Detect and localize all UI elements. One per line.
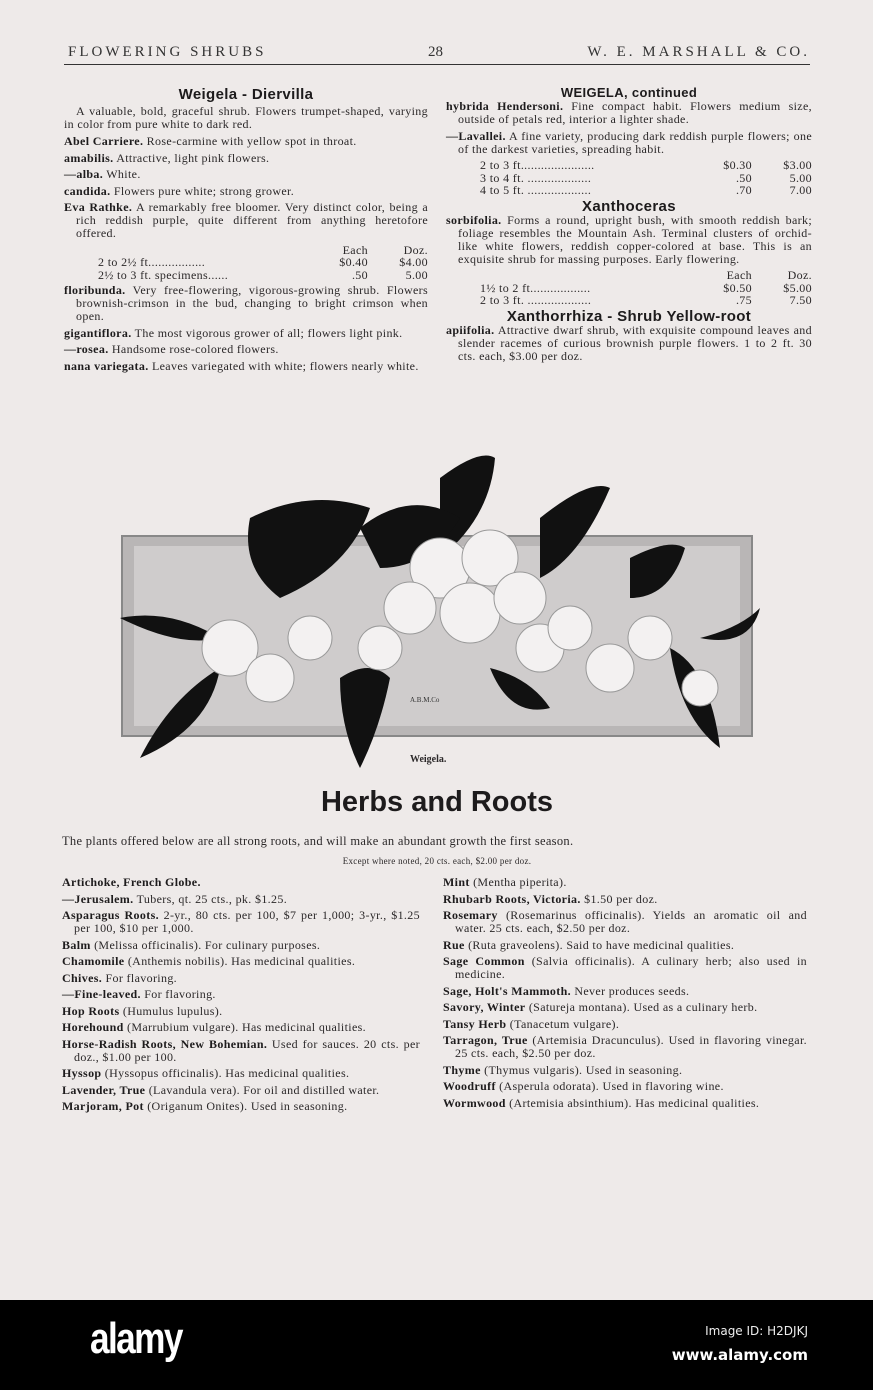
catalog-entry <box>446 324 812 363</box>
catalog-entry <box>446 130 812 156</box>
catalog-entry <box>64 360 428 373</box>
price-each: $0.30 <box>723 158 752 172</box>
price-table <box>446 269 812 307</box>
entry-description: (Ruta graveolens). Said to have medicinal qualities. <box>464 937 735 952</box>
catalog-entry <box>443 909 807 935</box>
price-dozen: 5.00 <box>405 267 428 282</box>
size: 1½ to 2 ft.................. <box>480 280 591 295</box>
entry-description: (Tanacetum vulgare). <box>506 1016 620 1031</box>
entry-name: candida. <box>64 183 111 198</box>
entry-name: —Jerusalem. <box>62 891 134 906</box>
entry-description: (Asperula odorata). Used in flavoring wine. <box>495 1079 724 1093</box>
xanthorrhiza-heading: Xanthorrhiza - Shrub Yellow-root <box>506 307 752 325</box>
entry-description: (Melissa officinalis). For culinary purposes. <box>90 937 321 952</box>
entry-name: gigantiflora. <box>64 325 132 340</box>
price-dozen: $3.00 <box>783 158 812 172</box>
price-row <box>64 256 428 269</box>
catalog-entry <box>64 152 428 165</box>
entry-name: amabilis. <box>64 150 114 165</box>
running-header <box>64 42 810 65</box>
catalog-entry <box>62 876 420 889</box>
entry-description: Flowers pure white; strong grower. <box>110 183 295 198</box>
catalog-entry <box>62 988 420 1001</box>
catalog-entry <box>443 893 807 906</box>
entry-name: Balm <box>62 937 91 952</box>
entry-description: The most vigorous grower of all; flowers light pink. <box>131 325 403 340</box>
entry-description: 2-yr., 80 cts. per 100, $7 per 1,000; 3-yr., $1.25 per 100, $10 per 1,000. <box>74 908 420 935</box>
entry-description: (Humulus lupulus). <box>119 1003 223 1018</box>
price-each: $0.40 <box>339 255 368 269</box>
each-header: Each <box>726 268 752 282</box>
site-url[interactable]: www.alamy.com <box>671 1346 808 1364</box>
entry-name: hybrida Hendersoni. <box>446 99 564 113</box>
catalog-entry <box>443 985 807 998</box>
entry-name: apiifolia. <box>446 322 495 337</box>
herbs-left-column <box>62 876 420 1117</box>
left-column <box>64 88 428 376</box>
price-each: .75 <box>735 293 752 307</box>
entry-name: Tarragon, True <box>443 1033 528 1047</box>
entry-description: White. <box>103 167 141 181</box>
price-each: $0.50 <box>723 280 752 295</box>
entry-name: Hyssop <box>62 1066 102 1080</box>
entry-name: sorbifolia. <box>446 212 502 227</box>
catalog-entry <box>62 909 420 935</box>
catalog-entry <box>443 1034 807 1060</box>
spacer <box>446 269 694 282</box>
catalog-entry <box>64 327 428 340</box>
entry-name: Mint <box>443 875 470 889</box>
price-row <box>64 269 428 282</box>
price-each: .50 <box>735 170 752 185</box>
image-id: Image ID: H2DJKJ <box>705 1324 808 1338</box>
catalog-entry <box>62 1100 420 1113</box>
entry-name: Rhubarb Roots, Victoria. <box>443 891 581 906</box>
catalog-entry <box>443 1097 807 1110</box>
xanthoceras-heading: Xanthoceras <box>582 197 676 215</box>
catalog-entry <box>62 1067 420 1080</box>
entry-name: Sage Common <box>443 954 525 968</box>
catalog-entry <box>446 100 812 126</box>
entry-description: Tubers, qt. 25 cts., pk. $1.25. <box>133 891 288 906</box>
entry-name: —alba. <box>64 167 104 181</box>
entry-description: (Marrubium vulgare). Has medicinal qualities. <box>123 1020 366 1034</box>
catalog-entry <box>443 955 807 981</box>
entry-name: Woodruff <box>443 1079 496 1093</box>
entry-description: Very free-flowering, vigorous-growing shrub. Flowers brownish-crimson in the bud, changing to bright crimson when open. <box>76 283 428 323</box>
herbs-right-column <box>443 876 807 1113</box>
entry-name: Chamomile <box>62 954 125 968</box>
entry-name: Savory, Winter <box>443 1000 526 1014</box>
entry-name: Rosemary <box>443 908 498 922</box>
catalog-entry <box>62 939 420 952</box>
illustration-caption: Weigela. <box>410 754 447 765</box>
stock-footer <box>0 1300 873 1390</box>
size: 2 to 3 ft...................... <box>480 158 595 172</box>
price-dozen: 5.00 <box>789 170 812 185</box>
entry-description: Never produces seeds. <box>571 983 690 998</box>
price-dozen: $5.00 <box>783 280 812 295</box>
catalog-entry <box>443 1001 807 1014</box>
entry-name: Rue <box>443 937 465 952</box>
entry-description: (Lavandula vera). For oil and distilled water. <box>145 1082 380 1097</box>
entry-name: floribunda. <box>64 283 126 297</box>
catalog-entry <box>62 1038 420 1064</box>
catalog-entry <box>62 1084 420 1097</box>
entry-description: Attractive dwarf shrub, with exquisite compound leaves and slender racemes of curious brownish purple flowers. 1 to 2 ft. 30 cts. each, $3.00 per doz. <box>458 322 812 363</box>
herbs-intro: The plants offered below are all strong roots, and will make an abundant growth the first season. <box>62 834 574 848</box>
entry-name: Eva Rathke. <box>64 200 133 214</box>
entry-name: Artichoke, French Globe. <box>62 875 201 889</box>
price-dozen: 7.00 <box>789 183 812 197</box>
entry-description: (Satureja montana). Used as a culinary herb. <box>525 1000 758 1014</box>
entry-name: Horse-Radish Roots, New Bohemian. <box>62 1036 268 1051</box>
entry-name: Wormwood <box>443 1095 506 1110</box>
catalog-entry <box>64 343 428 356</box>
entry-description: A remarkably free bloomer. Very distinct color, being a rich reddish purple, quite different from anything heretofore offered. <box>76 200 428 240</box>
doz-header: Doz. <box>787 268 812 282</box>
catalog-entry <box>62 972 420 985</box>
catalog-entry <box>446 214 812 266</box>
entry-description: (Mentha piperita). <box>469 875 567 889</box>
catalog-entry <box>443 1064 807 1077</box>
catalog-entry <box>64 185 428 198</box>
catalog-entry <box>64 284 428 323</box>
entry-description: Rose-carmine with yellow spot in throat. <box>143 134 357 148</box>
price-row <box>446 159 812 172</box>
entry-description: Forms a round, upright bush, with smooth reddish bark; foliage resembles the Mountain Ash. Terminal clusters of orchid-like white flowers, reddish copper-colored at base. This is an exquisite shrub for massing purposes. Early flowering. <box>458 212 812 266</box>
page-number: 28 <box>428 44 443 60</box>
entry-description: (Origanum Onites). Used in seasoning. <box>143 1099 348 1113</box>
entry-description: (Thymus vulgaris). Used in seasoning. <box>480 1062 683 1077</box>
entry-description: Handsome rose-colored flowers. <box>108 342 279 356</box>
entry-name: Sage, Holt's Mammoth. <box>443 983 572 998</box>
entry-description: $1.50 per doz. <box>580 891 658 906</box>
catalog-entry <box>443 1080 807 1093</box>
catalog-entry <box>64 201 428 240</box>
size: 2½ to 3 ft. specimens...... <box>98 267 229 282</box>
entry-description: (Artemisia absinthium). Has medicinal qualities. <box>505 1095 760 1110</box>
weigela-intro: A valuable, bold, graceful shrub. Flowers trumpet-shaped, varying in color from pure white to dark red. <box>64 104 428 131</box>
entry-name: Tansy Herb <box>443 1016 507 1031</box>
price-dozen: 7.50 <box>789 293 812 307</box>
entry-description: A fine variety, producing dark reddish purple flowers; one of the darkest varieties, spreading habit. <box>458 128 812 156</box>
price-dozen: $4.00 <box>399 255 428 269</box>
entry-name: Marjoram, Pot <box>62 1099 144 1113</box>
price-each: .50 <box>351 267 368 282</box>
entry-description: (Salvia officinalis). A culinary herb; also used in medicine. <box>455 954 807 981</box>
catalog-entry <box>443 876 807 889</box>
section-title: FLOWERING SHRUBS <box>68 44 267 60</box>
entry-description: Leaves variegated with white; flowers nearly white. <box>148 358 419 373</box>
price-table <box>64 244 428 282</box>
price-row <box>446 294 812 307</box>
publisher: W. E. MARSHALL & CO. <box>587 44 810 60</box>
right-column <box>446 86 812 366</box>
entry-name: nana variegata. <box>64 358 149 373</box>
entry-name: —Lavallei. <box>446 128 506 143</box>
entry-description: (Artemisia Dracunculus). Used in flavoring vinegar. 25 cts. each, $2.50 per doz. <box>455 1033 807 1060</box>
size: 4 to 5 ft. ................... <box>480 183 592 197</box>
price-row <box>446 184 812 197</box>
weigela-continued-heading: WEIGELA, continued <box>560 85 698 100</box>
entry-name: Chives. <box>62 970 103 985</box>
herbs-title: Herbs and Roots <box>320 786 554 818</box>
entry-description: For flavoring. <box>140 987 216 1001</box>
price-header-row <box>446 269 812 282</box>
catalog-entry <box>64 135 428 148</box>
entry-name: —Fine-leaved. <box>62 987 141 1001</box>
alamy-logo: alamy <box>90 1314 182 1363</box>
entry-name: Thyme <box>443 1062 481 1077</box>
price-table <box>446 159 812 197</box>
size: 2 to 3 ft. ................... <box>480 293 592 307</box>
entry-description: For flavoring. <box>102 970 178 985</box>
catalog-entry <box>64 168 428 181</box>
entry-description: Attractive, light pink flowers. <box>113 150 270 165</box>
entry-name: Lavender, True <box>62 1082 146 1097</box>
entry-description: (Hyssopus officinalis). Has medicinal qualities. <box>101 1066 350 1080</box>
entry-name: —rosea. <box>64 342 109 356</box>
engraver-mark: A.B.M.Co <box>410 696 440 704</box>
entry-name: Horehound <box>62 1020 124 1034</box>
catalog-entry <box>62 1021 420 1034</box>
doz-header: Doz. <box>403 242 428 257</box>
entry-description: Fine compact habit. Flowers medium size, outside of petals red, interior a lighter shade. <box>458 99 812 126</box>
catalog-entry <box>443 939 807 952</box>
entry-description: Used for sauces. 20 cts. per doz., $1.00 per 100. <box>74 1036 420 1064</box>
entry-description: (Rosemarinus officinalis). Yields an aromatic oil and water. 25 cts. each, $2.50 per doz. <box>455 908 807 935</box>
each-header: Each <box>342 242 368 257</box>
catalog-entry <box>62 955 420 968</box>
size: 2 to 2½ ft................. <box>98 255 206 269</box>
catalog-entry <box>62 1005 420 1018</box>
size: 3 to 4 ft. ................... <box>480 170 592 185</box>
price-each: .70 <box>735 183 752 197</box>
entry-description: (Anthemis nobilis). Has medicinal qualities. <box>124 954 356 968</box>
catalog-entry <box>443 1018 807 1031</box>
weigela-heading: Weigela - Diervilla <box>178 86 314 103</box>
entry-name: Asparagus Roots. <box>62 908 159 922</box>
herbs-price-note: Except where noted, 20 cts. each, $2.00 per doz. <box>342 856 532 866</box>
entry-name: Hop Roots <box>62 1003 120 1018</box>
catalog-entry <box>62 893 420 906</box>
entry-name: Abel Carriere. <box>64 134 144 148</box>
weigela-illustration <box>110 448 780 778</box>
